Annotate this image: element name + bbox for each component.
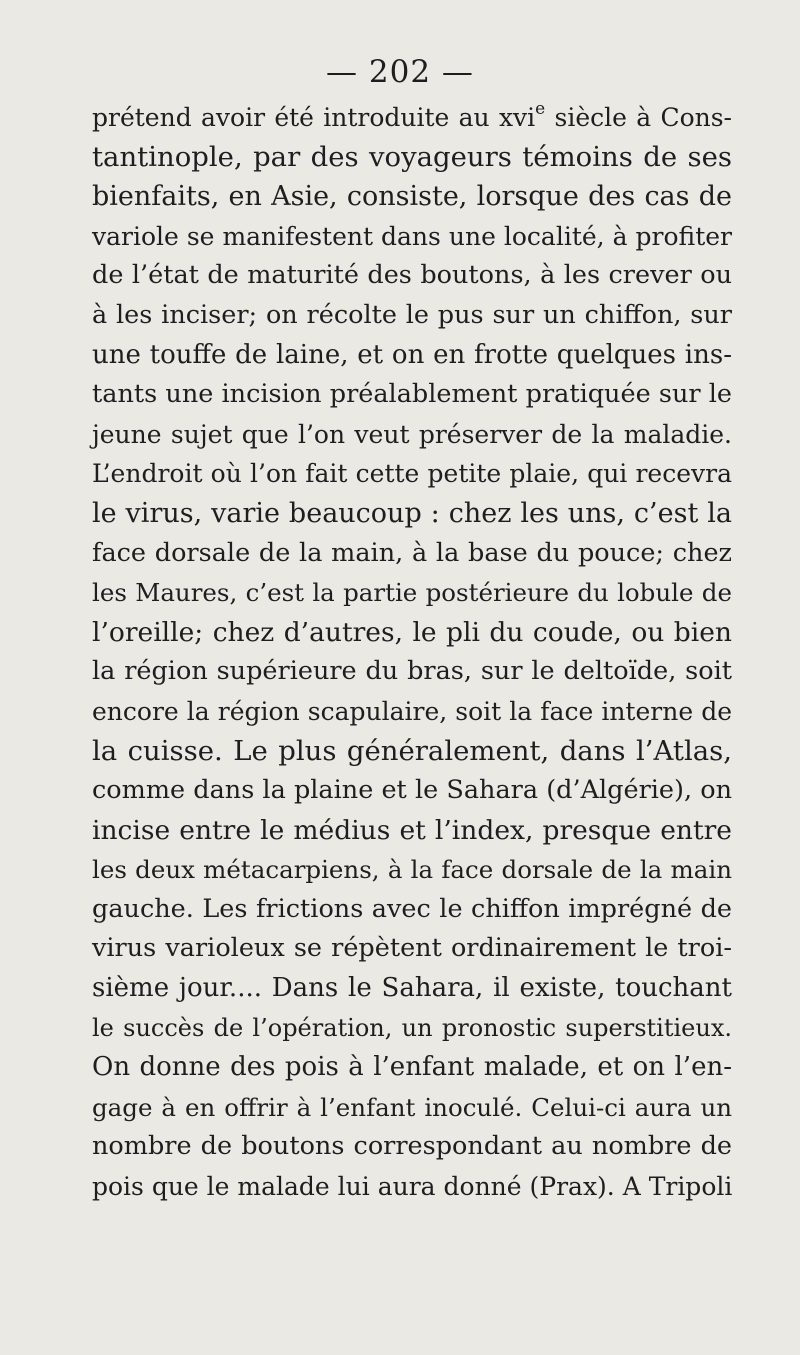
text-line: tantinople, par des voyageurs témoins de ses bbox=[92, 140, 732, 173]
text-line: l’oreille; chez d’autres, le pli du coude, ou bien bbox=[92, 616, 732, 648]
text-line: bienfaits, en Asie, consiste, lorsque des cas de bbox=[92, 181, 732, 213]
text-line: variole se manifestent dans une localité, à profiter bbox=[92, 221, 732, 251]
text-line: virus varioleux se répètent ordinairement le troi- bbox=[92, 933, 732, 964]
text-line: de l’état de maturité des boutons, à les crever ou bbox=[92, 260, 732, 291]
page-number: — 202 — bbox=[326, 54, 474, 90]
text-line: On donne des pois à l’enfant malade, et on l’en- bbox=[92, 1052, 732, 1083]
text-line: prétend avoir été introduite au xvi$^e$ siècle à Cons- bbox=[92, 99, 733, 132]
text-line: gauche. Les frictions avec le chiffon imprégné de bbox=[92, 893, 732, 924]
text-line: incise entre le médius et l’index, presque entre bbox=[92, 814, 732, 846]
text-line: une touffe de laine, et on en frotte quelques ins- bbox=[92, 339, 732, 370]
text-line: face dorsale de la main, à la base du pouce; chez bbox=[92, 537, 732, 568]
superscript: e bbox=[535, 99, 546, 119]
text-line: tants une incision préalablement pratiquée sur le bbox=[92, 379, 732, 410]
text-line: sième jour.... Dans le Sahara, il existe, touchant bbox=[92, 973, 732, 1004]
body-text bbox=[92, 98, 732, 1207]
text-line: comme dans la plaine et le Sahara (d’Algérie), on bbox=[92, 775, 732, 806]
text-line: gage à en offrir à l’enfant inoculé. Celui-ci aura un bbox=[92, 1092, 732, 1122]
text-line: les Maures, c’est la partie postérieure du lobule de bbox=[92, 578, 732, 608]
text-line: le virus, varie beaucoup : chez les uns, c’est la bbox=[92, 497, 732, 529]
text-line: le succès de l’opération, un pronostic superstitieux. bbox=[92, 1013, 732, 1042]
text-line: à les inciser; on récolte le pus sur un chiffon, sur bbox=[92, 299, 732, 330]
text-line: nombre de boutons correspondant au nombre de bbox=[92, 1131, 732, 1162]
text-line: encore la région scapulaire, soit la face interne de bbox=[92, 696, 732, 726]
text-line: L’endroit où l’on fait cette petite plaie, qui recevra bbox=[92, 459, 732, 489]
text-line: jeune sujet que l’on veut préserver de la maladie. bbox=[92, 419, 732, 449]
text-line: la région supérieure du bras, sur le deltoïde, soit bbox=[92, 656, 732, 687]
text-line: pois que le malade lui aura donné (Prax). A Tripoli bbox=[92, 1172, 733, 1202]
text-line: les deux métacarpiens, à la face dorsale de la main bbox=[92, 855, 732, 885]
text-line: la cuisse. Le plus généralement, dans l’Atlas, bbox=[92, 734, 732, 767]
